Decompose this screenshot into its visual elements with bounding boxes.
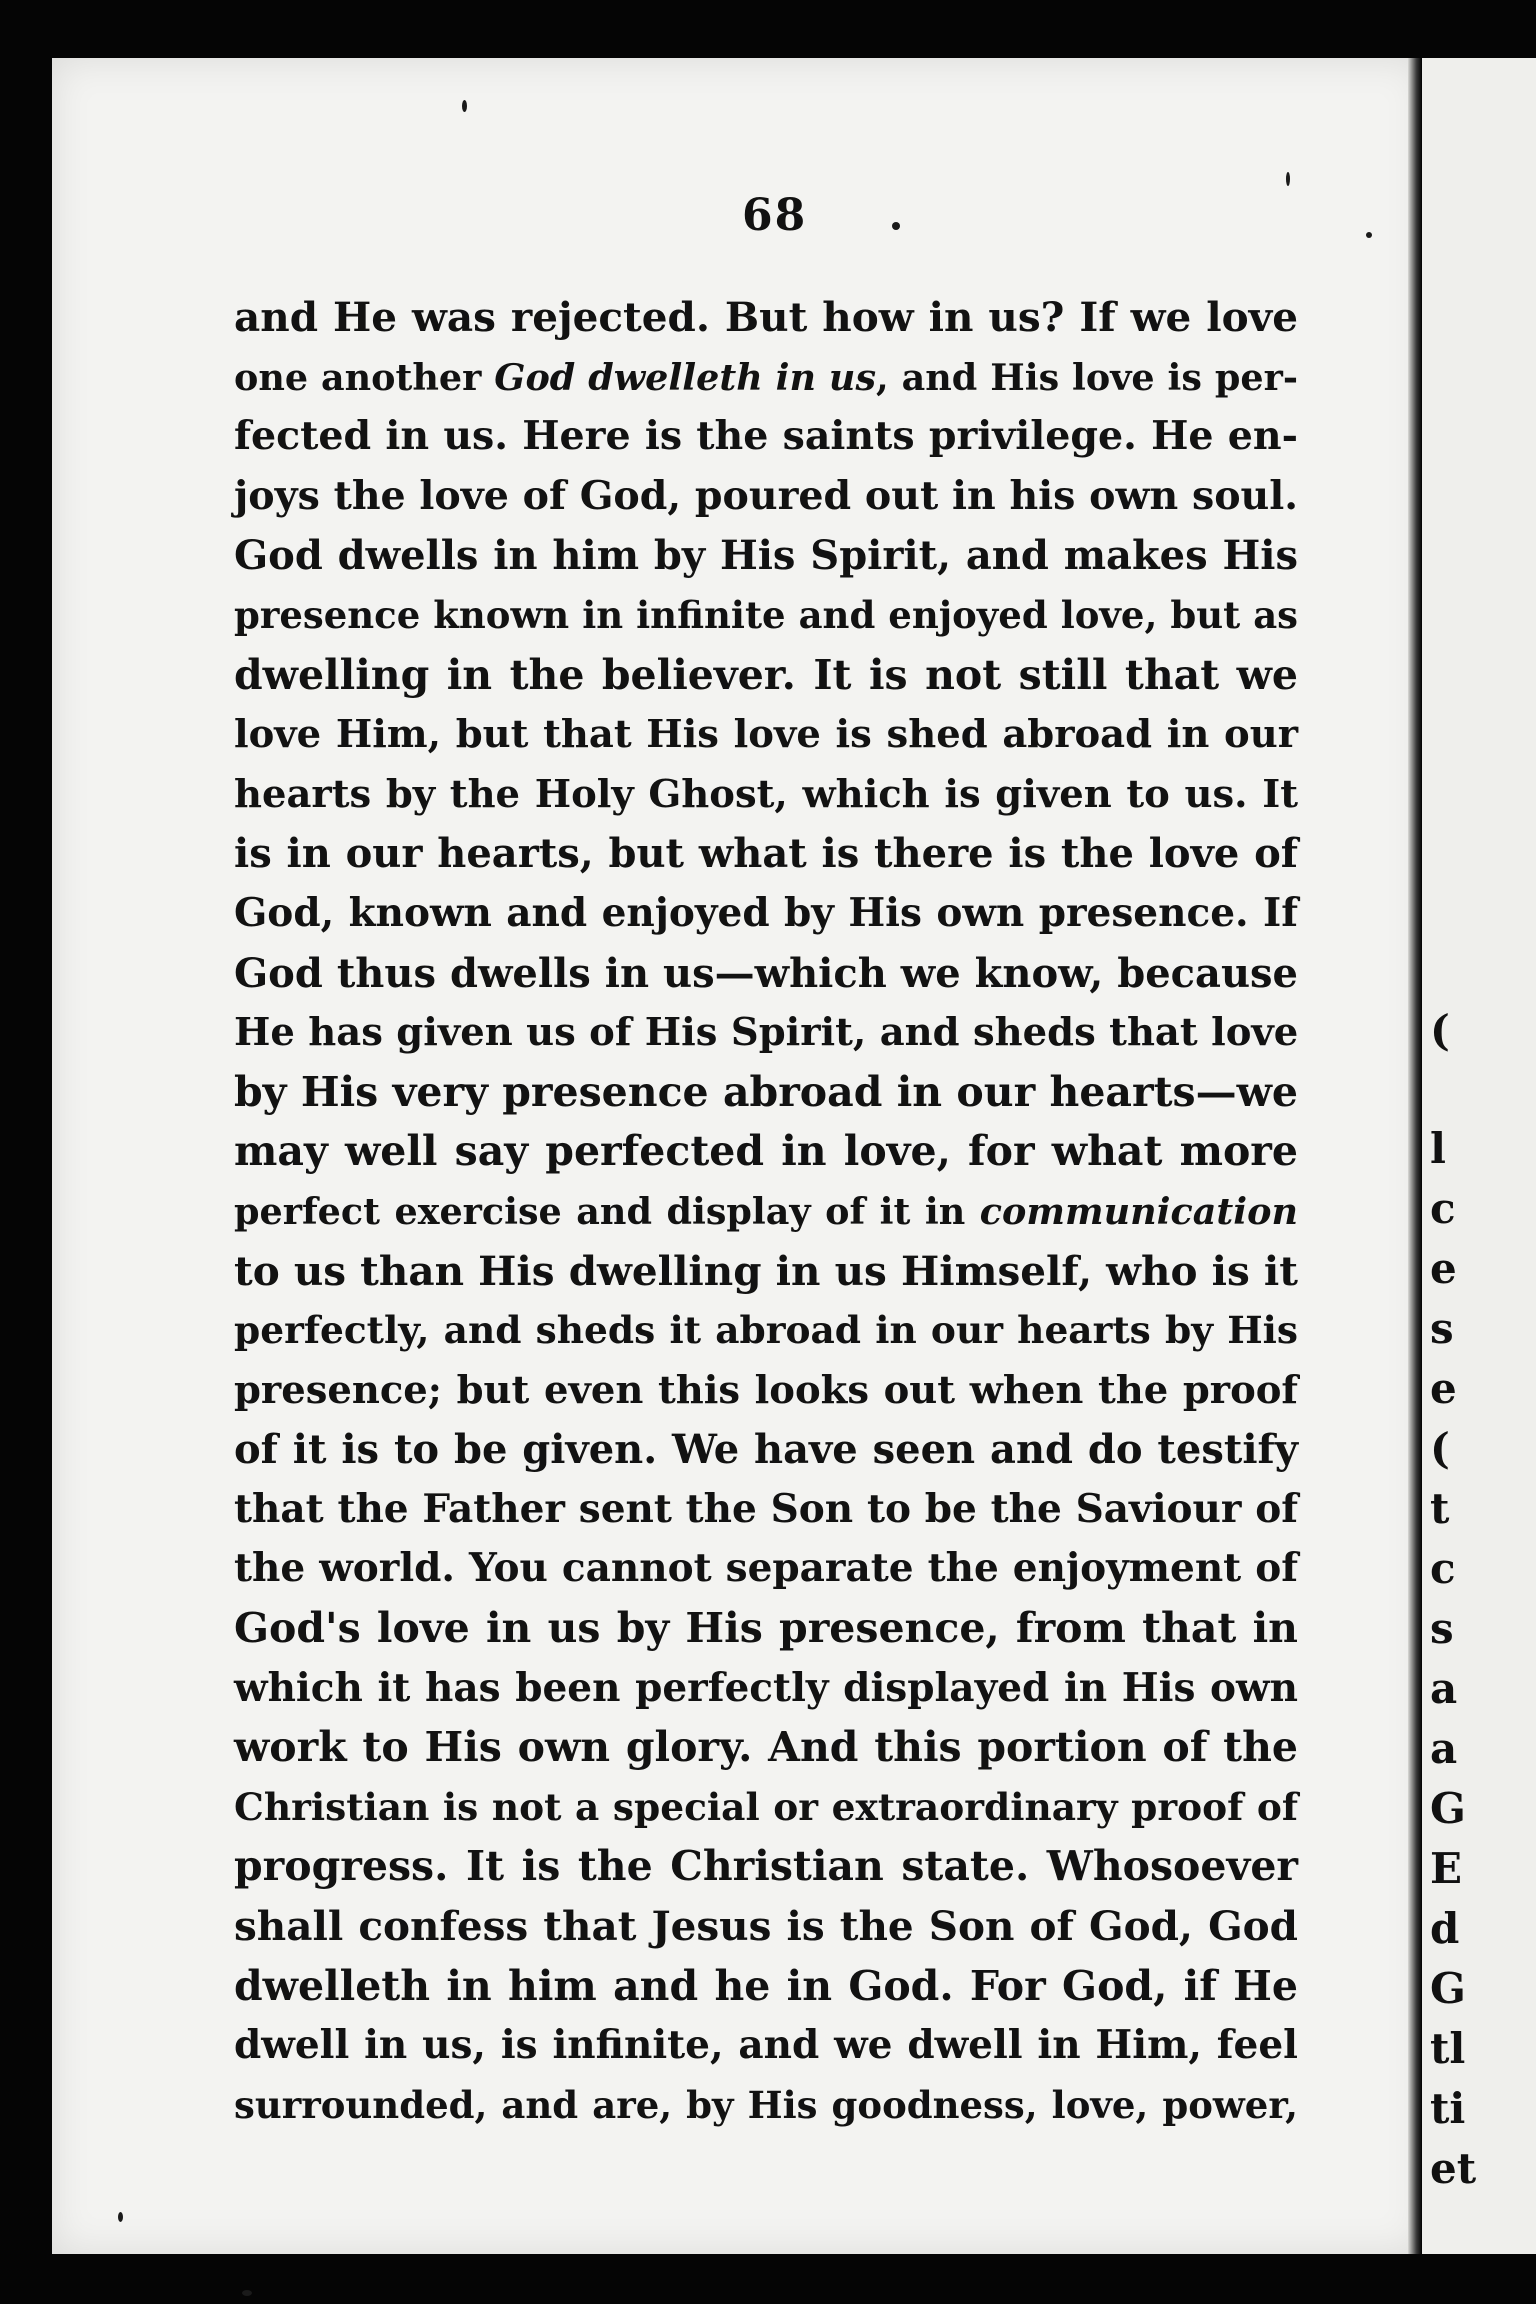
text-line: one another God dwelleth in us, and His love is per-	[234, 355, 1298, 399]
edge-letter: l	[1430, 1124, 1446, 1173]
edge-letter: c	[1430, 1184, 1456, 1233]
edge-letter: s	[1430, 1304, 1454, 1353]
edge-letter: (	[1430, 1424, 1450, 1473]
edge-letter: a	[1430, 1664, 1458, 1713]
text-line: work to His own glory. And this portion of the	[234, 1723, 1298, 1772]
text-line: presence known in infinite and enjoyed love, but as	[234, 592, 1298, 637]
edge-letter: t	[1430, 1484, 1450, 1533]
text-line: God's love in us by His presence, from that in	[234, 1604, 1298, 1653]
text-line: God dwells in him by His Spirit, and makes His	[234, 532, 1298, 580]
text-line: may well say perfected in love, for what more	[234, 1127, 1298, 1176]
text-line: perfect exercise and display of it in communication	[234, 1189, 1298, 1233]
text-line: the world. You cannot separate the enjoyment of	[234, 1545, 1298, 1592]
page-number: 68	[742, 190, 808, 241]
page-gutter	[1408, 58, 1422, 2254]
scan-speck	[462, 100, 467, 112]
text-line: Christian is not a special or extraordinary proof of	[234, 1784, 1298, 1829]
text-line: God thus dwells in us—which we know, because	[234, 949, 1298, 997]
body-text	[234, 288, 1298, 2135]
text-line: He has given us of His Spirit, and sheds that love	[234, 1010, 1299, 1056]
edge-letter: tl	[1430, 2024, 1466, 2073]
scan-speck	[1286, 172, 1290, 186]
scan-speck	[1366, 232, 1372, 238]
edge-letter: et	[1430, 2144, 1477, 2193]
edge-letter: e	[1430, 1364, 1457, 1413]
text-line: fected in us. Here is the saints privilege. He en-	[234, 413, 1298, 460]
text-line: to us than His dwelling in us Himself, who is it	[234, 1246, 1298, 1295]
text-line: progress. It is the Christian state. Whosoever	[234, 1842, 1298, 1891]
edge-letter: e	[1430, 1244, 1457, 1293]
text-line: that the Father sent the Son to be the Saviour of	[234, 1485, 1298, 1532]
text-line: dwelling in the believer. It is not still that we	[234, 650, 1298, 699]
text-line: and He was rejected. But how in us? If we love	[234, 293, 1298, 341]
edge-letter: G	[1430, 1964, 1466, 2013]
edge-letter: G	[1430, 1784, 1466, 1833]
edge-letter: (	[1430, 1006, 1450, 1055]
text-line: surrounded, and are, by His goodness, love, power,	[234, 2082, 1298, 2127]
text-line: joys the love of God, poured out in his own soul.	[234, 472, 1299, 519]
edge-letter: s	[1430, 1604, 1454, 1653]
text-line: presence; but even this looks out when the proof	[234, 1367, 1298, 1413]
text-line: which it has been perfectly displayed in His own	[234, 1664, 1298, 1711]
edge-letter: ti	[1430, 2084, 1466, 2133]
text-line: God, known and enjoyed by His own presence. If	[234, 889, 1298, 936]
edge-letter: c	[1430, 1544, 1456, 1593]
text-line: perfectly, and sheds it abroad in our hearts by His	[234, 1308, 1298, 1353]
edge-letter: E	[1430, 1844, 1463, 1893]
edge-letter: a	[1430, 1724, 1458, 1773]
text-line: is in our hearts, but what is there is the love of	[234, 830, 1298, 878]
text-line: dwelleth in him and he in God. For God, if He	[234, 1961, 1298, 2010]
scan-speck	[118, 2212, 123, 2222]
text-line: love Him, but that His love is shed abroad in our	[234, 712, 1298, 758]
text-line: hearts by the Holy Ghost, which is given to us. It	[234, 771, 1298, 817]
text-line: dwell in us, is infinite, and we dwell in Him, feel	[234, 2022, 1298, 2069]
text-line: by His very presence abroad in our hearts—we	[234, 1067, 1298, 1116]
scan-speck	[242, 2290, 252, 2296]
scan-speck	[892, 222, 900, 230]
edge-letter: d	[1430, 1904, 1460, 1953]
text-line: shall confess that Jesus is the Son of God, God	[234, 1902, 1298, 1951]
facing-page-edge	[1422, 58, 1536, 2254]
text-line: of it is to be given. We have seen and do testify	[234, 1426, 1298, 1474]
